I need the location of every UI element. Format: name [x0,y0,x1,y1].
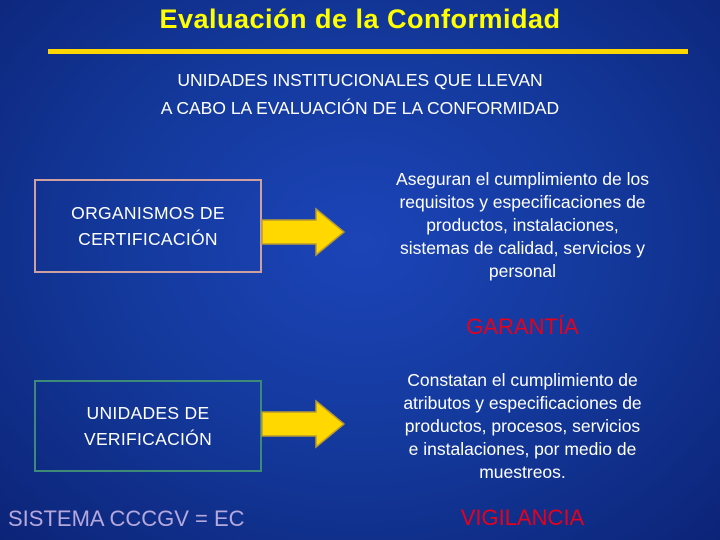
box-1-line-1: ORGANISMOS DE [71,203,225,223]
right-arrow-icon [260,207,346,257]
box-1-line-2: CERTIFICACIÓN [78,229,218,249]
desc-1-line-1: Aseguran el cumplimiento de los [396,169,649,189]
right-arrow-icon [260,399,346,449]
slide-title: Evaluación de la Conformidad [159,4,561,34]
title-underline [48,49,688,54]
garantia-label: GARANTÍA [466,314,579,339]
sistema-footer: SISTEMA CCCGV = EC [8,506,245,531]
desc-2-line-4: e instalaciones, por medio de [408,439,637,459]
desc-2-line-5: muestreos. [479,462,566,482]
unidades-verificacion-box [34,380,262,472]
desc-1-line-4: sistemas de calidad, servicios y [399,238,646,258]
desc-2-line-2: atributos y especificaciones de [403,393,642,413]
desc-2-line-3: productos, procesos, servicios [404,416,641,436]
slide-subtitle [0,66,720,122]
desc-2-line-1: Constatan el cumplimiento de [407,370,638,390]
certificacion-description [340,168,705,283]
desc-1-line-5: personal [488,261,557,281]
box-2-line-1: UNIDADES DE [86,403,210,423]
vigilancia-label: VIGILANCIA [460,505,585,530]
verificacion-description [340,369,705,484]
subtitle-line-2: A CABO LA EVALUACIÓN DE LA CONFORMIDAD [160,98,560,118]
box-2-line-2: VERIFICACIÓN [83,429,213,449]
organismos-certificacion-box [34,179,262,273]
desc-1-line-3: productos, instalaciones, [426,215,619,235]
subtitle-line-1: UNIDADES INSTITUCIONALES QUE LLEVAN [177,70,543,90]
desc-1-line-2: requisitos y especificaciones de [399,192,646,212]
